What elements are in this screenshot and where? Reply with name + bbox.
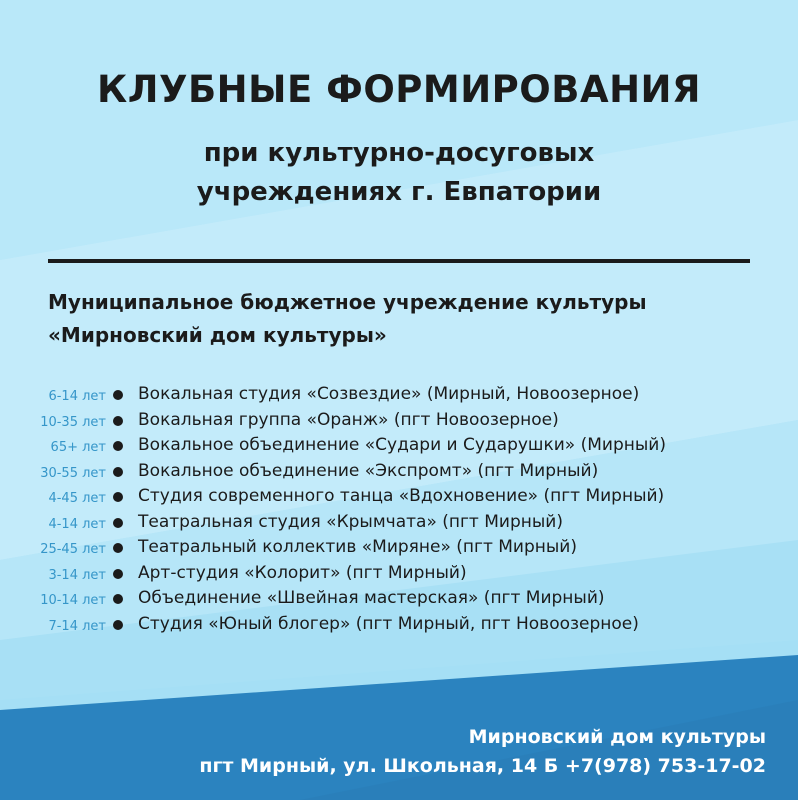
list-item xyxy=(0,512,798,538)
bullet-icon xyxy=(113,492,123,502)
list-item xyxy=(0,410,798,436)
bullet-icon xyxy=(113,390,123,400)
club-name: Объединение «Швейная мастерская» (пгт Мирный) xyxy=(138,588,605,608)
age-range: 6-14 лет xyxy=(48,389,106,404)
club-name: Театральная студия «Крымчата» (пгт Мирный) xyxy=(138,511,563,532)
footer-address-phone: пгт Мирный, ул. Школьная, 14 Б +7(978) 753-17-02 xyxy=(199,755,766,777)
page-title: КЛУБНЫЕ ФОРМИРОВАНИЯ xyxy=(96,68,702,111)
list-item xyxy=(0,614,798,640)
age-range: 4-45 лет xyxy=(48,491,106,506)
age-range: 65+ лет xyxy=(50,440,106,455)
bullet-icon xyxy=(113,620,123,630)
footer-organization: Мирновский дом культуры xyxy=(468,726,766,748)
subtitle-line-2: учреждениях г. Евпатории xyxy=(196,177,602,207)
club-name: Вокальное объединение «Судари и Сударушки» (Мирный) xyxy=(138,435,666,455)
age-range: 7-14 лет xyxy=(48,618,106,634)
subtitle-line-1: при культурно-досуговых xyxy=(203,138,595,168)
list-item xyxy=(0,486,798,512)
club-name: Вокальное объединение «Экспромт» (пгт Мирный) xyxy=(138,460,599,481)
age-range: 30-55 лет xyxy=(40,465,106,481)
club-name: Вокальная группа «Оранж» (пгт Новоозерное) xyxy=(138,409,559,430)
club-list xyxy=(0,384,798,639)
divider xyxy=(48,259,750,263)
organization-line-1: Муниципальное бюджетное учреждение культуры xyxy=(48,290,647,314)
club-name: Театральный коллектив «Миряне» (пгт Мирный) xyxy=(138,537,577,557)
bullet-icon xyxy=(113,569,123,579)
age-range: 3-14 лет xyxy=(48,567,106,583)
age-range: 4-14 лет xyxy=(48,516,106,532)
club-name: Студия «Юный блогер» (пгт Мирный, пгт Новоозерное) xyxy=(138,613,639,634)
bullet-icon xyxy=(113,518,123,528)
age-range: 10-14 лет xyxy=(40,593,106,608)
bullet-icon xyxy=(113,441,123,451)
club-name: Арт-студия «Колорит» (пгт Мирный) xyxy=(138,562,467,583)
age-range: 10-35 лет xyxy=(40,414,106,430)
bullet-icon xyxy=(113,594,123,604)
bullet-icon xyxy=(113,467,123,477)
list-item xyxy=(0,384,798,410)
age-range: 25-45 лет xyxy=(40,542,106,557)
list-item xyxy=(0,588,798,614)
list-item xyxy=(0,537,798,563)
organization-line-2: «Мирновский дом культуры» xyxy=(48,323,387,347)
list-item xyxy=(0,435,798,461)
club-name: Студия современного танца «Вдохновение» (пгт Мирный) xyxy=(138,486,665,506)
bullet-icon xyxy=(113,543,123,553)
list-item xyxy=(0,461,798,487)
club-name: Вокальная студия «Созвездие» (Мирный, Новоозерное) xyxy=(138,384,640,404)
bullet-icon xyxy=(113,416,123,426)
list-item xyxy=(0,563,798,589)
